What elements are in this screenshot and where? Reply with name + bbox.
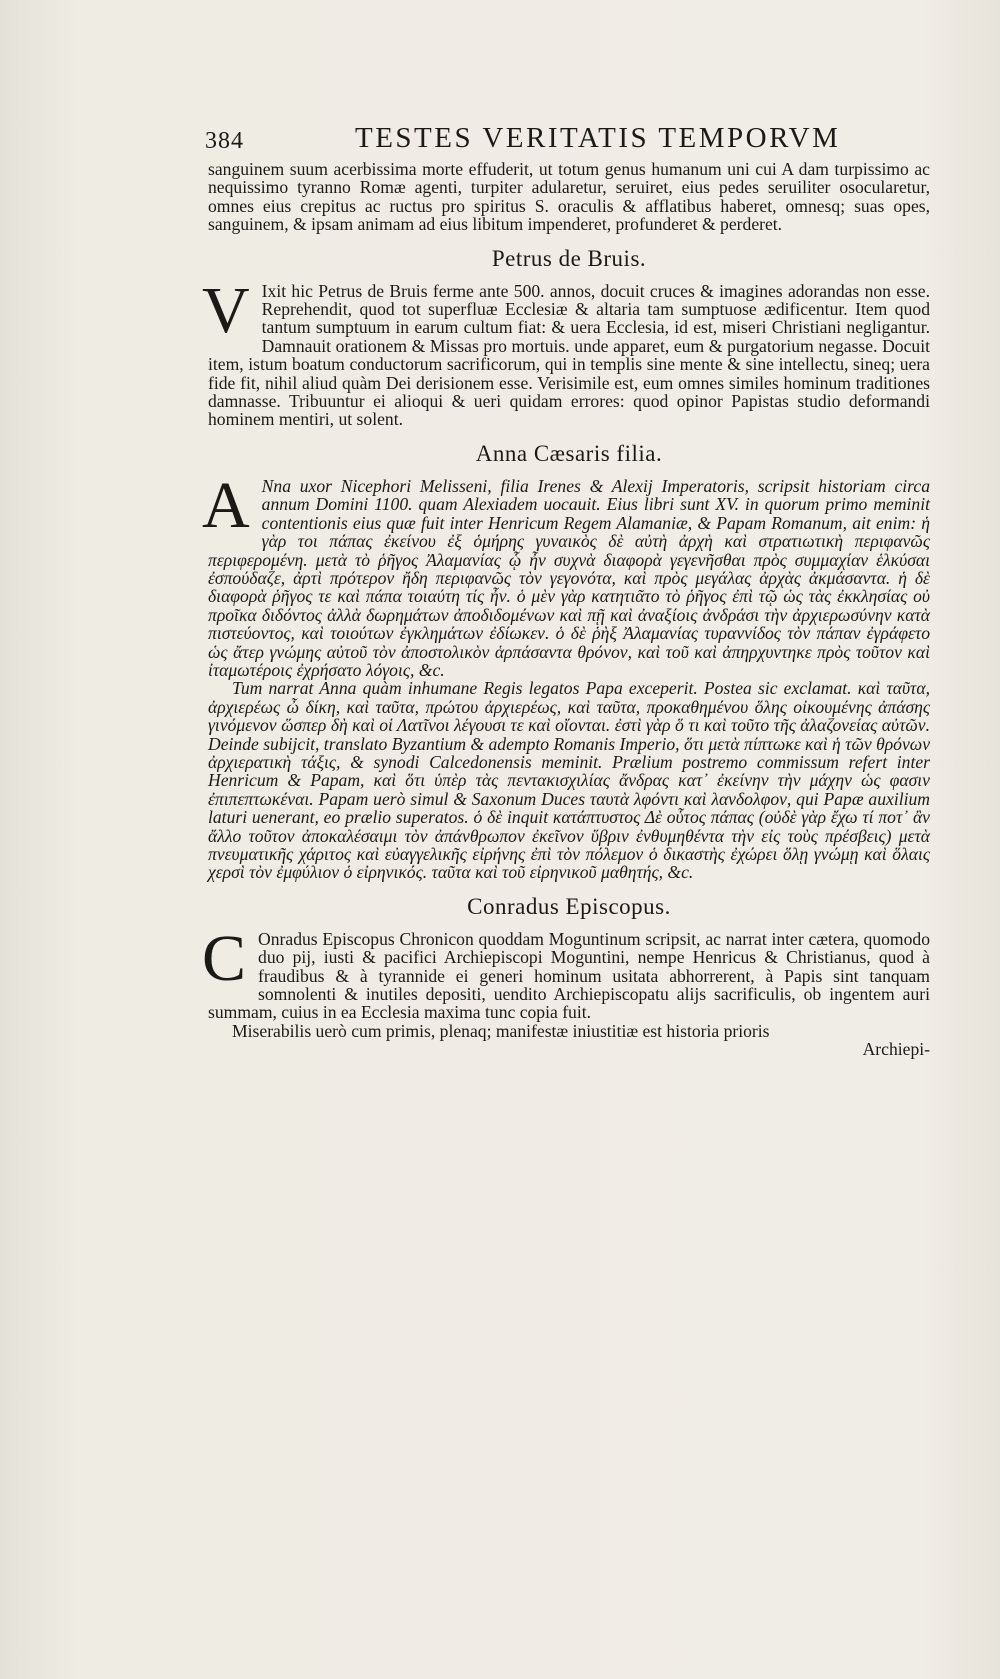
section-paragraph: Nna uxor Nicephori Melisseni, filia Irenes & Alexij Imperatoris, scripsit historiam circa annum Domini 1100. quam Alexiadem uocauit. Eius libri sunt XV. in quorum primo meminit contentionis eius quæ fuit inter Henricum Regem Alamaniæ, & Papam Romanum, ait enim: ἡ γὰρ τοι πάπας ἐκείνου ἐξ ὁμήρης γυναικὸς δὲ αὐτὴ ἀρχὴ καὶ στρατιωτικὴ περιφανῶς περιφερομένη. μετὰ τὸ ῥῆγος Ἀλαμανίας ᾧ ἦν συχνὰ διαφορὰ γεγενῆσθαι πρὸς συμμαχίαν ἑλκύσαι ἐσπούδαζε, ἀρτὶ πρότερον ἤδη περιφανῶς τὸν γεγονότα, καὶ πρὸς μεγάλας ἀρχὰς ἀκμάσαντα. ἡ δὲ διαφορὰ ῥῆγος τε καὶ πάπα τοιαύτη τίς ἦν. ὁ μὲν γὰρ κατητιᾶτο τὸ ῥῆγος ἐπὶ τῷ ὡς τὰς ἐκκλησίας οὐ προῖκα διδόντος ἀλλὰ δωρημάτων ἀποδιδομένων καὶ πῇ καὶ ἀναξίοις ἀνδράσι τὴν ἀρχιερωσύνην κατὰ πιστεύοντος, καὶ τοιούτων ἐγκλημάτων ἐδίωκεν. ὁ δὲ ῥὴξ Ἀλαμανίας τυραννίδος τὸν πάπαν ἐγράφετο ὡς ἄτερ γνώμης αὐτοῦ τὸν ἀποστολικὸν ἁρπάσαντα θρόνον, καὶ τοῦ καὶ ἀπηρχυντηκε πρὸς τοῦτον καὶ ἰταμωτέροις ἐχρήσατο λόγοις, &c. xyxy=(208,475,930,680)
drop-cap-initial: A xyxy=(202,468,250,542)
section-heading: Conradus Episcopus. xyxy=(467,893,671,919)
section-paragraph: Miserabilis uerò cum primis, plenaq; manifestæ iniustitiæ est historia prioris xyxy=(232,1020,770,1041)
page-header xyxy=(205,118,925,158)
section-anna-caesaris-filia xyxy=(202,439,930,883)
section-paragraph: Onradus Episcopus Chronicon quoddam Moguntinum scripsit, ac narrat inter cætera, quomodo duo pij, iusti & pacifici Archiepiscopi Moguntini, nempe Henricus & Christianus, quod à fraudibus & à tyrannide ei generi hominum usitata abhorrerent, à Papis sint tanquam somnolenti & inutiles depositi, uendito Archiepiscopatu alijs sacrificulis, ob ingentem auri summam, cuius in ea Ecclesia maxima tunc copia fuit. xyxy=(208,928,930,1023)
drop-cap-initial: C xyxy=(202,921,247,995)
section-heading: Anna Cæsaris filia. xyxy=(475,440,663,466)
page-number: 384 xyxy=(205,128,244,154)
section-paragraph: Ixit hic Petrus de Bruis ferme ante 500. annos, docuit cruces & imagines adorandas non esse. Reprehendit, quod tot superfluæ Ecclesiæ & altaria tam sumptuose ædificentur. Item quod tantum sumptuum in earum cultum fiat: & uera Ecclesia, id est, miseri Christiani negligantur. Damnauit orationem & Missas pro mortuis. unde apparet, eum & purgatorium negasse. Docuit item, istum boatum conductorum sacrificorum, qui in templis sine mente & sine intellectu, sineq; uera fide fit, nihil aliud quàm Dei derisionem esse. Verisimile est, eum omnes similes hominum traditiones damnasse. Tribuuntur ei alioqui & ueri quidam errores: quod opinor Papistas studio deformandi hominem mentiri, ut solent. xyxy=(208,280,930,430)
text-block xyxy=(202,159,930,1060)
catchword: Archiepi- xyxy=(862,1039,930,1060)
opening-paragraph: sanguinem suum acerbissima morte effuderit, ut totum genus humanum uni cui A dam turpissimo ac nequissimo tyranno Romæ agenti, turpiter adularetur, seruiret, eius pedes seruiliter osocularetur, omnes eius crepitus ac ructus pro spiritus S. oraculis & afflatibus haberet, omnesq; suas opes, sanguinem, & ipsam animam ad eius libitum impenderet, profunderet & perderet. xyxy=(208,159,930,235)
running-head: TESTES VERITATIS TEMPORVM xyxy=(355,122,841,154)
section-paragraph: Tum narrat Anna quàm inhumane Regis legatos Papa exceperit. Postea sic exclamat. καὶ ταῦτα, ἀρχιερέως ὦ δίκη, καὶ ταῦτα, πρώτου ἀρχιερέως, καὶ ταῦτα, προκαθημένου ὅλης οἰκουμένης ἀπάσης γινόμενον ὥσπερ δὴ καὶ οἱ Λατῖνοι λέγουσι τε καὶ οἴονται. ἐστὶ γὰρ ὅ τι καὶ τοῦτο τῆς ἀλαζονείας αὐτῶν. Deinde subijcit, translato Byzantium & adempto Romanis Imperio, ὅτι μετὰ πίπτωκε καὶ ἡ τῶν θρόνων ἀρχιερατικὴ τάξις, & synodi Calcedonensis meminit. Prælium postremo commissum refert inter Henricum & Papam, καὶ ὅτι ὑπὲρ τὰς πεντακισχιλίας ἄνδρας κατ᾽ ἐκείνην τὴν μάχην ὡς φασιν ἐπιπεπτωκέναι. Papam uerò simul & Saxonum Duces ταυτὰ λφόντι καὶ λανδολφον, qui Papæ auxilium laturi uenerant, eo prælio superatos. ὁ δὲ inquit κατάπτυστος Δὲ οὗτος πάπας (οὐδὲ γὰρ ἔχω τί ποτ᾽ ἂν ἄλλο τοῦτον ἀποκαλέσαιμι τὸν ἀπάνθρωπον ἐκεῖνον ὕβριν ἐνθυμηθέντα τὴν εἰς τοὺς πρέσβεις) μετὰ πνευματικῆς χάριτος καὶ εὐαγγελικῆς εἰρήνης ἐπὶ τὸν πόλεμον ὁ δικαστὴς ἐχώρει ὅλῃ γνώμῃ καὶ ὅλαις χερσὶ τὸν ἐμφύλιον ὁ εἰρηνικός. ταῦτα καὶ τοῦ εἰρηνικοῦ μαθητής, &c. xyxy=(208,678,930,883)
section-conradus-episcopus xyxy=(202,892,930,1060)
drop-cap-initial: V xyxy=(202,273,250,347)
section-petrus-de-bruis xyxy=(202,244,930,430)
section-heading: Petrus de Bruis. xyxy=(491,245,647,271)
